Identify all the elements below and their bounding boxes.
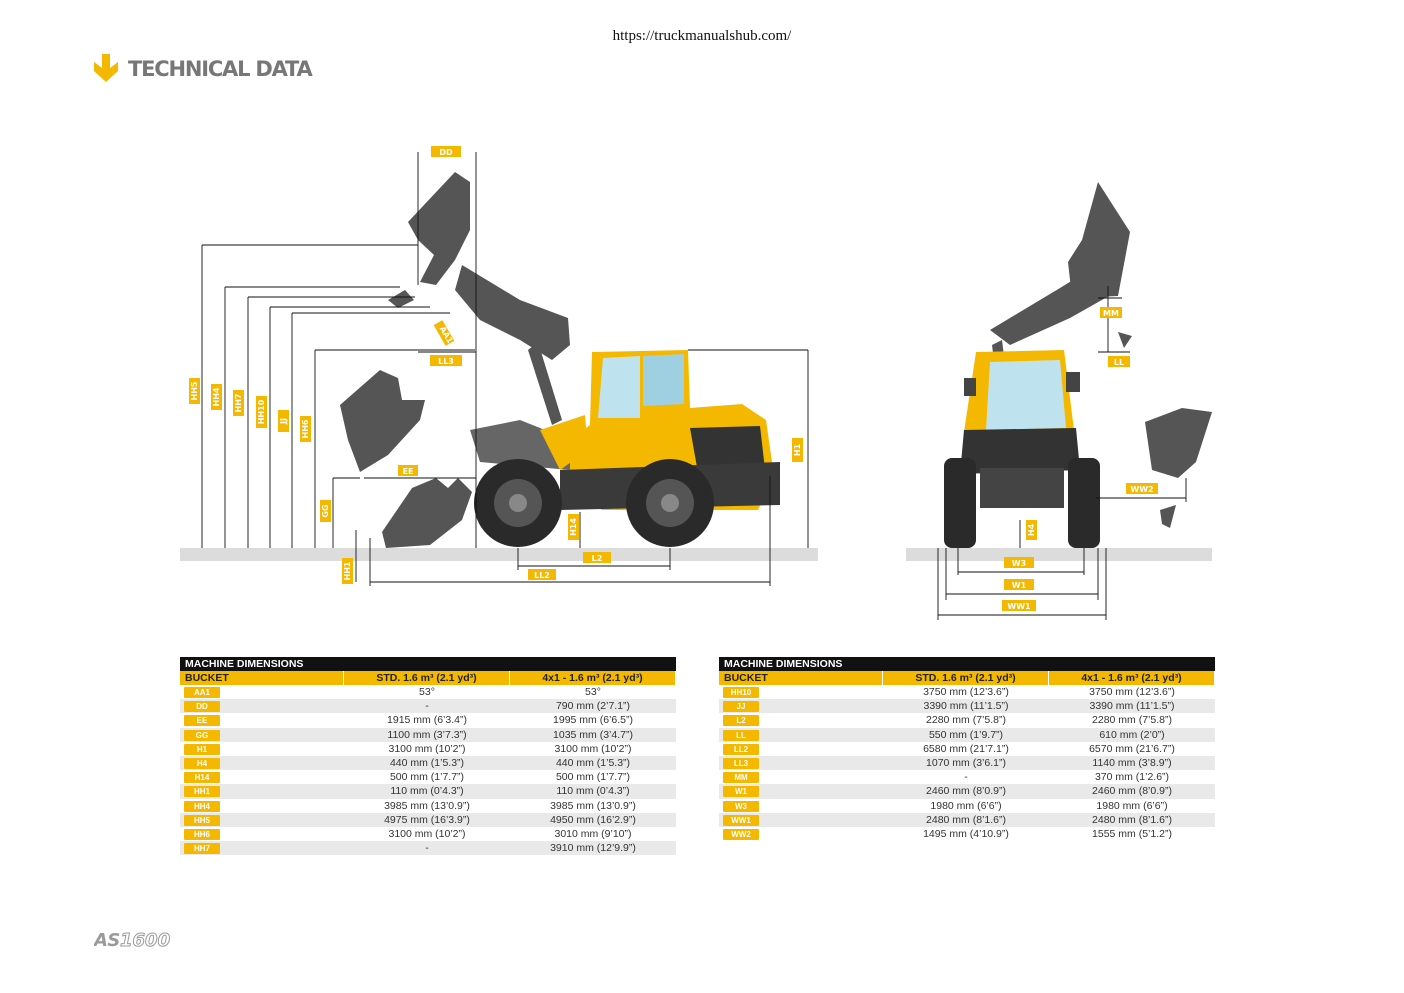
col-bucket: BUCKET: [180, 671, 344, 685]
front-right-wheel: [1068, 458, 1100, 548]
table-row: [180, 770, 676, 784]
alt-value: 2280 mm (7’5.8”): [1092, 714, 1172, 727]
label-h4: H4: [1027, 523, 1036, 537]
dimension-code: [719, 827, 883, 841]
std-value: 2460 mm (8’0.9”): [926, 785, 1006, 798]
dimension-code: [180, 742, 344, 756]
dimension-code: [180, 728, 344, 742]
col-4x1: 4x1 - 1.6 m³ (2.1 yd³): [510, 671, 676, 685]
dimension-code: [180, 813, 344, 827]
col-std: STD. 1.6 m³ (2.1 yd³): [883, 671, 1049, 685]
std-value: 53°: [419, 686, 435, 698]
dimension-code: [719, 713, 883, 727]
dimension-code: [719, 728, 883, 742]
table-row: [719, 685, 1215, 699]
label-l2: L2: [591, 554, 603, 563]
code-badge: HH6: [184, 829, 220, 840]
dimension-code: [719, 742, 883, 756]
table-row: [719, 770, 1215, 784]
std-value: 3985 mm (13’0.9”): [384, 799, 470, 812]
ground-front: [906, 548, 1212, 561]
label-mm: MM: [1103, 309, 1119, 318]
alt-value: 440 mm (1’5.3”): [555, 756, 631, 769]
alt-value: 2480 mm (8’1.6”): [1092, 813, 1172, 826]
dimension-code: [719, 685, 883, 699]
std-value: 3100 mm (10’2”): [388, 827, 466, 840]
table-header: [180, 671, 676, 685]
col-4x1: 4x1 - 1.6 m³ (2.1 yd³): [1049, 671, 1215, 685]
code-badge: H14: [184, 772, 220, 783]
wheel-loader-side: [470, 350, 780, 547]
code-badge: L2: [723, 715, 759, 726]
table-row: [719, 799, 1215, 813]
code-badge: HH5: [184, 815, 220, 826]
code-badge: AA1: [184, 687, 220, 698]
table-title: MACHINE DIMENSIONS: [180, 657, 676, 671]
page-title: TECHNICAL DATA: [128, 57, 312, 81]
code-badge: JJ: [723, 701, 759, 712]
table-row: [719, 756, 1215, 770]
table-row: [180, 756, 676, 770]
svg-text:1600: 1600: [120, 930, 171, 950]
std-value: 3100 mm (10’2”): [388, 742, 466, 755]
label-ll: LL: [1113, 358, 1125, 367]
std-value: 3750 mm (12’3.6”): [923, 686, 1009, 698]
table-row: [180, 713, 676, 727]
label-dd: DD: [439, 148, 453, 157]
code-badge: LL2: [723, 744, 759, 755]
alt-value: 2460 mm (8’0.9”): [1092, 785, 1172, 798]
code-badge: HH1: [184, 786, 220, 797]
dimension-code: [180, 685, 344, 699]
table-row: [180, 784, 676, 798]
label-w1: W1: [1011, 581, 1027, 590]
table-row: [719, 728, 1215, 742]
wheel-loader-front: [944, 182, 1212, 548]
std-value: -: [425, 842, 429, 855]
std-value: 6580 mm (21’7.1”): [923, 742, 1009, 755]
std-value: 2480 mm (8’1.6”): [926, 813, 1006, 826]
alt-value: 3910 mm (12’9.9”): [550, 842, 636, 855]
alt-value: 6570 mm (21’6.7”): [1089, 742, 1175, 755]
std-value: 110 mm (0’4.3”): [390, 785, 464, 798]
alt-value: 1555 mm (5’1.2”): [1092, 827, 1172, 840]
alt-value: 370 mm (1’2.6”): [1094, 771, 1170, 784]
table-title: MACHINE DIMENSIONS: [719, 657, 1215, 671]
label-ll3: LL3: [438, 357, 454, 366]
table-row: [180, 699, 676, 713]
alt-value: 110 mm (0’4.3”): [556, 785, 630, 798]
code-badge: H1: [184, 744, 220, 755]
table-row: [180, 742, 676, 756]
table-body: [180, 685, 676, 855]
label-hh5: HH5: [190, 381, 199, 401]
label-hh6: HH6: [301, 419, 310, 439]
code-badge: WW1: [723, 815, 759, 826]
table-body: [719, 685, 1215, 841]
std-value: 1495 mm (4’10.9”): [923, 827, 1009, 840]
dimension-code: [719, 770, 883, 784]
alt-value: 1140 mm (3’8.9”): [1092, 756, 1172, 769]
code-badge: H4: [184, 758, 220, 769]
label-h14: H14: [569, 518, 578, 536]
code-badge: DD: [184, 701, 220, 712]
dimension-code: [719, 813, 883, 827]
std-value: 1915 mm (6’3.4”): [387, 714, 467, 727]
table-header: [719, 671, 1215, 685]
dimension-code: [719, 799, 883, 813]
code-badge: MM: [723, 772, 759, 783]
label-aa1: AA1: [437, 324, 455, 345]
table-row: [180, 799, 676, 813]
std-value: 500 mm (1’7.7”): [389, 771, 465, 784]
svg-text:AS: AS: [94, 930, 120, 950]
code-badge: LL3: [723, 758, 759, 769]
label-jj: JJ: [279, 418, 288, 424]
raised-boom: [455, 265, 570, 425]
dimension-code: [180, 784, 344, 798]
alt-value: 3750 mm (12’3.6”): [1089, 686, 1175, 698]
table-row: [180, 813, 676, 827]
alt-value: 3100 mm (10’2”): [554, 742, 632, 755]
std-value: 1070 mm (3’6.1”): [926, 756, 1006, 769]
dimension-code: [180, 713, 344, 727]
alt-value: 1980 mm (6’6”): [1096, 799, 1168, 812]
table-row: [719, 713, 1215, 727]
label-hh7: HH7: [234, 393, 243, 413]
alt-value: 1995 mm (6’6.5”): [553, 714, 633, 727]
label-h1: H1: [793, 443, 802, 457]
table-row: [180, 827, 676, 841]
dimension-code: [180, 770, 344, 784]
alt-value: 610 mm (2’0”): [1099, 728, 1165, 741]
col-std: STD. 1.6 m³ (2.1 yd³): [344, 671, 510, 685]
machine-dimensions-table-left: [180, 657, 676, 855]
dimension-code: [180, 841, 344, 855]
source-url: https://truckmanualshub.com/: [612, 28, 792, 44]
code-badge: GG: [184, 730, 220, 741]
table-row: [719, 827, 1215, 841]
std-value: 2280 mm (7’5.8”): [926, 714, 1006, 727]
table-row: [719, 699, 1215, 713]
code-badge: W3: [723, 801, 759, 812]
alt-value: 500 mm (1’7.7”): [555, 771, 631, 784]
ground-side: [180, 548, 818, 561]
alt-value: 790 mm (2’7.1”): [555, 700, 631, 713]
label-ww2: WW2: [1130, 485, 1154, 494]
label-ee: EE: [402, 467, 414, 476]
table-row: [180, 685, 676, 699]
alt-value: 3985 mm (13’0.9”): [550, 799, 636, 812]
std-value: 1980 mm (6’6”): [930, 799, 1002, 812]
machine-dimensions-table-right: [719, 657, 1215, 841]
col-bucket: BUCKET: [719, 671, 883, 685]
label-hh10: HH10: [257, 399, 266, 425]
std-value: -: [425, 700, 429, 713]
std-value: 4975 mm (16’3.9”): [384, 813, 470, 826]
alt-value: 3390 mm (11’1.5”): [1089, 700, 1175, 713]
label-w3: W3: [1011, 559, 1027, 568]
alt-value: 53°: [585, 686, 601, 698]
table-row: [719, 784, 1215, 798]
dimension-code: [180, 827, 344, 841]
brand-logo: [94, 930, 204, 955]
code-badge: W1: [723, 786, 759, 797]
std-value: 1100 mm (3’7.3”): [387, 728, 467, 741]
code-badge: HH4: [184, 801, 220, 812]
std-value: 440 mm (1’5.3”): [389, 756, 465, 769]
std-value: 550 mm (1’9.7”): [928, 728, 1004, 741]
code-badge: EE: [184, 715, 220, 726]
label-gg: GG: [321, 504, 330, 518]
std-value: 3390 mm (11’1.5”): [923, 700, 1009, 713]
label-hh4: HH4: [212, 387, 221, 407]
std-value: -: [964, 771, 968, 784]
alt-value: 4950 mm (16’2.9”): [550, 813, 636, 826]
front-left-wheel: [944, 458, 976, 548]
label-hh1: HH1: [343, 561, 352, 581]
dimension-code: [180, 799, 344, 813]
alt-value: 1035 mm (3’4.7”): [553, 728, 633, 741]
dimension-code: [180, 699, 344, 713]
table-row: [719, 742, 1215, 756]
code-badge: LL: [723, 730, 759, 741]
code-badge: HH10: [723, 687, 759, 698]
table-row: [180, 841, 676, 855]
label-ww1: WW1: [1007, 602, 1031, 611]
as1600-logo: [94, 930, 204, 950]
alt-value: 3010 mm (9’10”): [554, 827, 632, 840]
table-row: [180, 728, 676, 742]
dimension-code: [719, 784, 883, 798]
label-ll2: LL2: [534, 571, 550, 580]
dimension-code: [180, 756, 344, 770]
code-badge: HH7: [184, 843, 220, 854]
table-row: [719, 813, 1215, 827]
dimension-code: [719, 756, 883, 770]
dimension-code: [719, 699, 883, 713]
code-badge: WW2: [723, 829, 759, 840]
